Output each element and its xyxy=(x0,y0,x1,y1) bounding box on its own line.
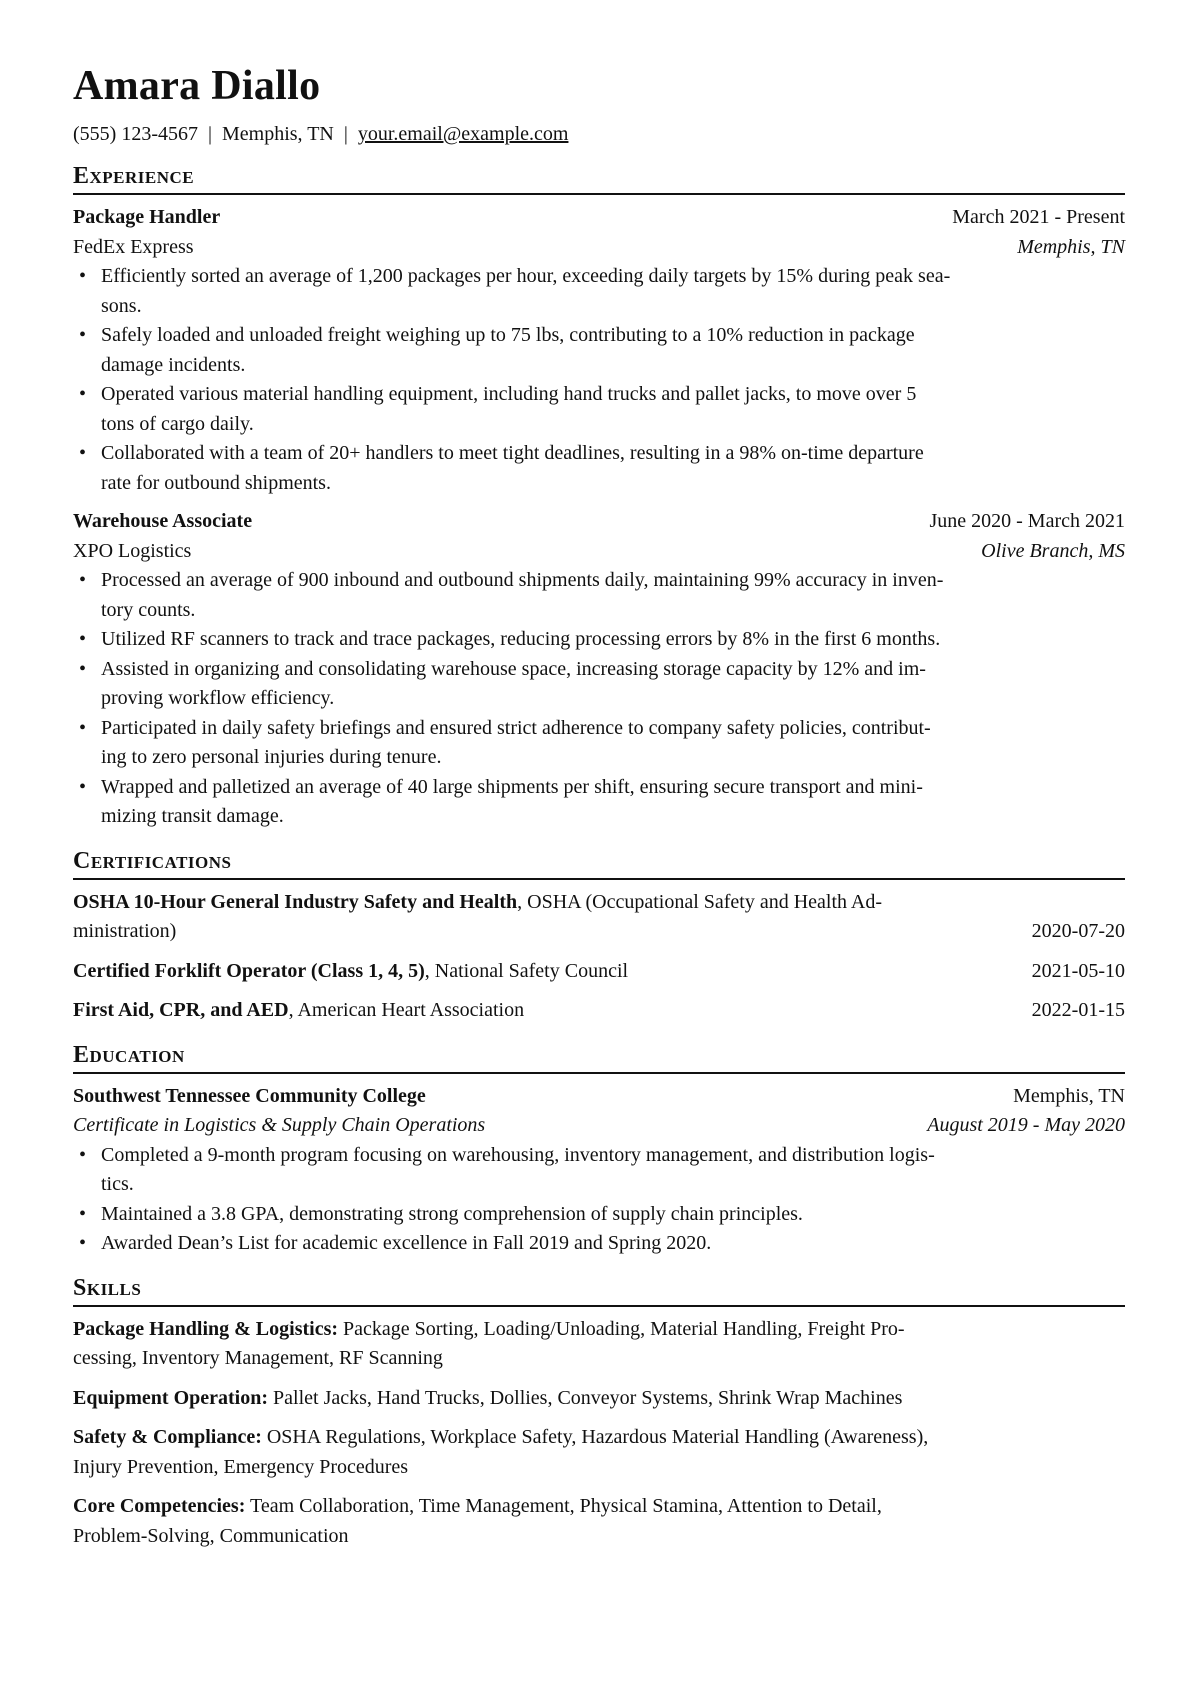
skill-group-items: Package Sorting, Loading/Unloading, Material Handling, Freight Pro- xyxy=(338,1317,905,1340)
certification-issuer: , OSHA (Occupational Safety and Health Ad- xyxy=(517,890,883,913)
certification-date: 2021-05-10 xyxy=(1031,959,1125,982)
school-location: Memphis, TN xyxy=(1013,1084,1125,1107)
bullet-text: Operated various material handling equipment, including hand trucks and pallet jacks, to move over 5 xyxy=(101,383,917,405)
skill-group-label: Safety & Compliance: xyxy=(73,1426,262,1448)
section-title-skills: Skills xyxy=(73,1273,1125,1307)
bullet-text: Completed a 9-month program focusing on warehousing, inventory management, and distribution logis- xyxy=(101,1143,935,1166)
certification-item xyxy=(73,888,1125,947)
skill-group-label: Core Competencies: xyxy=(73,1495,246,1517)
skill-group-items: Pallet Jacks, Hand Trucks, Dollies, Conveyor Systems, Shrink Wrap Machines xyxy=(268,1386,903,1409)
contact-line xyxy=(73,119,1125,149)
job-role: Warehouse Associate xyxy=(73,510,253,532)
bullet-text: Collaborated with a team of 20+ handlers to meet tight deadlines, resulting in a 98% on-time departure xyxy=(101,442,924,464)
skill-group-items-cont: Problem-Solving, Communication xyxy=(73,1524,349,1547)
skill-group-items-cont: Injury Prevention, Emergency Procedures xyxy=(73,1455,409,1478)
skills-section xyxy=(73,1273,1125,1552)
degree-name: Certificate in Logistics & Supply Chain Operations xyxy=(73,1114,486,1136)
bullet-text: Efficiently sorted an average of 1,200 packages per hour, exceeding daily targets by 15% during peak sea- xyxy=(101,265,951,287)
bullet-item xyxy=(73,714,1125,773)
bullet-item xyxy=(73,625,1125,655)
certification-date: 2022-01-15 xyxy=(1031,999,1125,1021)
bullet-item xyxy=(73,566,1125,625)
job-dates: March 2021 - Present xyxy=(952,206,1125,228)
phone-number: (555) 123-4567 xyxy=(73,123,198,145)
job-location: Olive Branch, MS xyxy=(981,539,1125,562)
job-location: Memphis, TN xyxy=(1017,235,1125,258)
bullet-text: damage incidents. xyxy=(101,353,246,376)
bullet-text: Assisted in organizing and consolidating warehouse space, increasing storage capacity by 12% and im- xyxy=(101,657,926,680)
skill-group xyxy=(73,1315,1125,1374)
bullet-text: Awarded Dean’s List for academic excellence in Fall 2019 and Spring 2020. xyxy=(101,1232,712,1254)
job-dates: June 2020 - March 2021 xyxy=(929,510,1125,532)
bullet-item xyxy=(73,1229,1125,1259)
education-dates: August 2019 - May 2020 xyxy=(927,1114,1125,1136)
certification-item xyxy=(73,996,1125,1026)
certification-name: Certified Forklift Operator (Class 1, 4, 5) xyxy=(73,959,425,982)
email-link[interactable]: your.email@example.com xyxy=(357,123,569,145)
bullet-item xyxy=(73,655,1125,714)
bullet-item xyxy=(73,773,1125,832)
skill-group-label: Package Handling & Logistics: xyxy=(73,1317,339,1340)
section-title-education: Education xyxy=(73,1040,1125,1074)
certification-item xyxy=(73,957,1125,987)
section-title-certifications: Certifications xyxy=(73,846,1125,880)
job-bullets xyxy=(73,262,1125,498)
job-role: Package Handler xyxy=(73,206,221,228)
skill-group xyxy=(73,1384,1125,1414)
bullet-text: tons of cargo daily. xyxy=(101,412,254,435)
skill-group-items: Team Collaboration, Time Management, Physical Stamina, Attention to Detail, xyxy=(245,1495,882,1517)
certification-date: 2020-07-20 xyxy=(1031,920,1125,942)
skill-group xyxy=(73,1492,1125,1551)
bullet-item xyxy=(73,380,1125,439)
skill-group-items: OSHA Regulations, Workplace Safety, Hazardous Material Handling (Awareness), xyxy=(261,1426,929,1448)
job-company: FedEx Express xyxy=(73,235,194,258)
bullet-item xyxy=(73,321,1125,380)
bullet-text: Wrapped and palletized an average of 40 large shipments per shift, ensuring secure transport and mini- xyxy=(101,775,923,798)
bullet-text: Safely loaded and unloaded freight weighing up to 75 lbs, contributing to a 10% reduction in package xyxy=(101,324,915,346)
bullet-text: rate for outbound shipments. xyxy=(101,471,331,494)
bullet-text: Participated in daily safety briefings and ensured strict adherence to company safety policies, contribut- xyxy=(101,716,931,739)
education-bullets xyxy=(73,1141,1125,1259)
contact-separator: | xyxy=(343,123,348,145)
certification-issuer: , National Safety Council xyxy=(424,959,629,982)
section-title-experience: Experience xyxy=(73,161,1125,195)
certification-name: First Aid, CPR, and AED xyxy=(73,999,289,1021)
job-entry xyxy=(73,203,1125,498)
certification-issuer-cont: ministration) xyxy=(73,920,177,942)
bullet-text: mizing transit damage. xyxy=(101,805,284,827)
bullet-text: ing to zero personal injuries during tenure. xyxy=(101,746,442,768)
job-entry xyxy=(73,507,1125,832)
certification-issuer: , American Heart Association xyxy=(288,999,525,1021)
bullet-item xyxy=(73,439,1125,498)
bullet-text: sons. xyxy=(101,294,142,317)
bullet-text: proving workflow efficiency. xyxy=(101,687,335,709)
education-section xyxy=(73,1040,1125,1259)
school-name: Southwest Tennessee Community College xyxy=(73,1084,426,1107)
contact-location: Memphis, TN xyxy=(222,123,334,145)
skill-group-label: Equipment Operation: xyxy=(73,1386,269,1409)
skill-group-items-cont: cessing, Inventory Management, RF Scanning xyxy=(73,1347,443,1369)
candidate-name: Amara Diallo xyxy=(73,63,321,109)
contact-separator: | xyxy=(207,123,212,145)
job-bullets xyxy=(73,566,1125,832)
bullet-item xyxy=(73,262,1125,321)
experience-section xyxy=(73,161,1125,832)
skill-group xyxy=(73,1423,1125,1482)
bullet-text: Utilized RF scanners to track and trace packages, reducing processing errors by 8% in the first 6 months. xyxy=(101,628,941,650)
certifications-section xyxy=(73,846,1125,1026)
bullet-text: Maintained a 3.8 GPA, demonstrating strong comprehension of supply chain principles. xyxy=(101,1202,803,1225)
certification-name: OSHA 10-Hour General Industry Safety and Health xyxy=(73,890,518,913)
resume-page xyxy=(73,56,1125,1551)
education-entry xyxy=(73,1082,1125,1259)
bullet-text: tory counts. xyxy=(101,598,196,621)
bullet-item xyxy=(73,1200,1125,1230)
bullet-text: Processed an average of 900 inbound and outbound shipments daily, maintaining 99% accuracy in inven- xyxy=(101,569,944,591)
bullet-item xyxy=(73,1141,1125,1200)
bullet-text: tics. xyxy=(101,1173,134,1195)
job-company: XPO Logistics xyxy=(73,539,192,562)
